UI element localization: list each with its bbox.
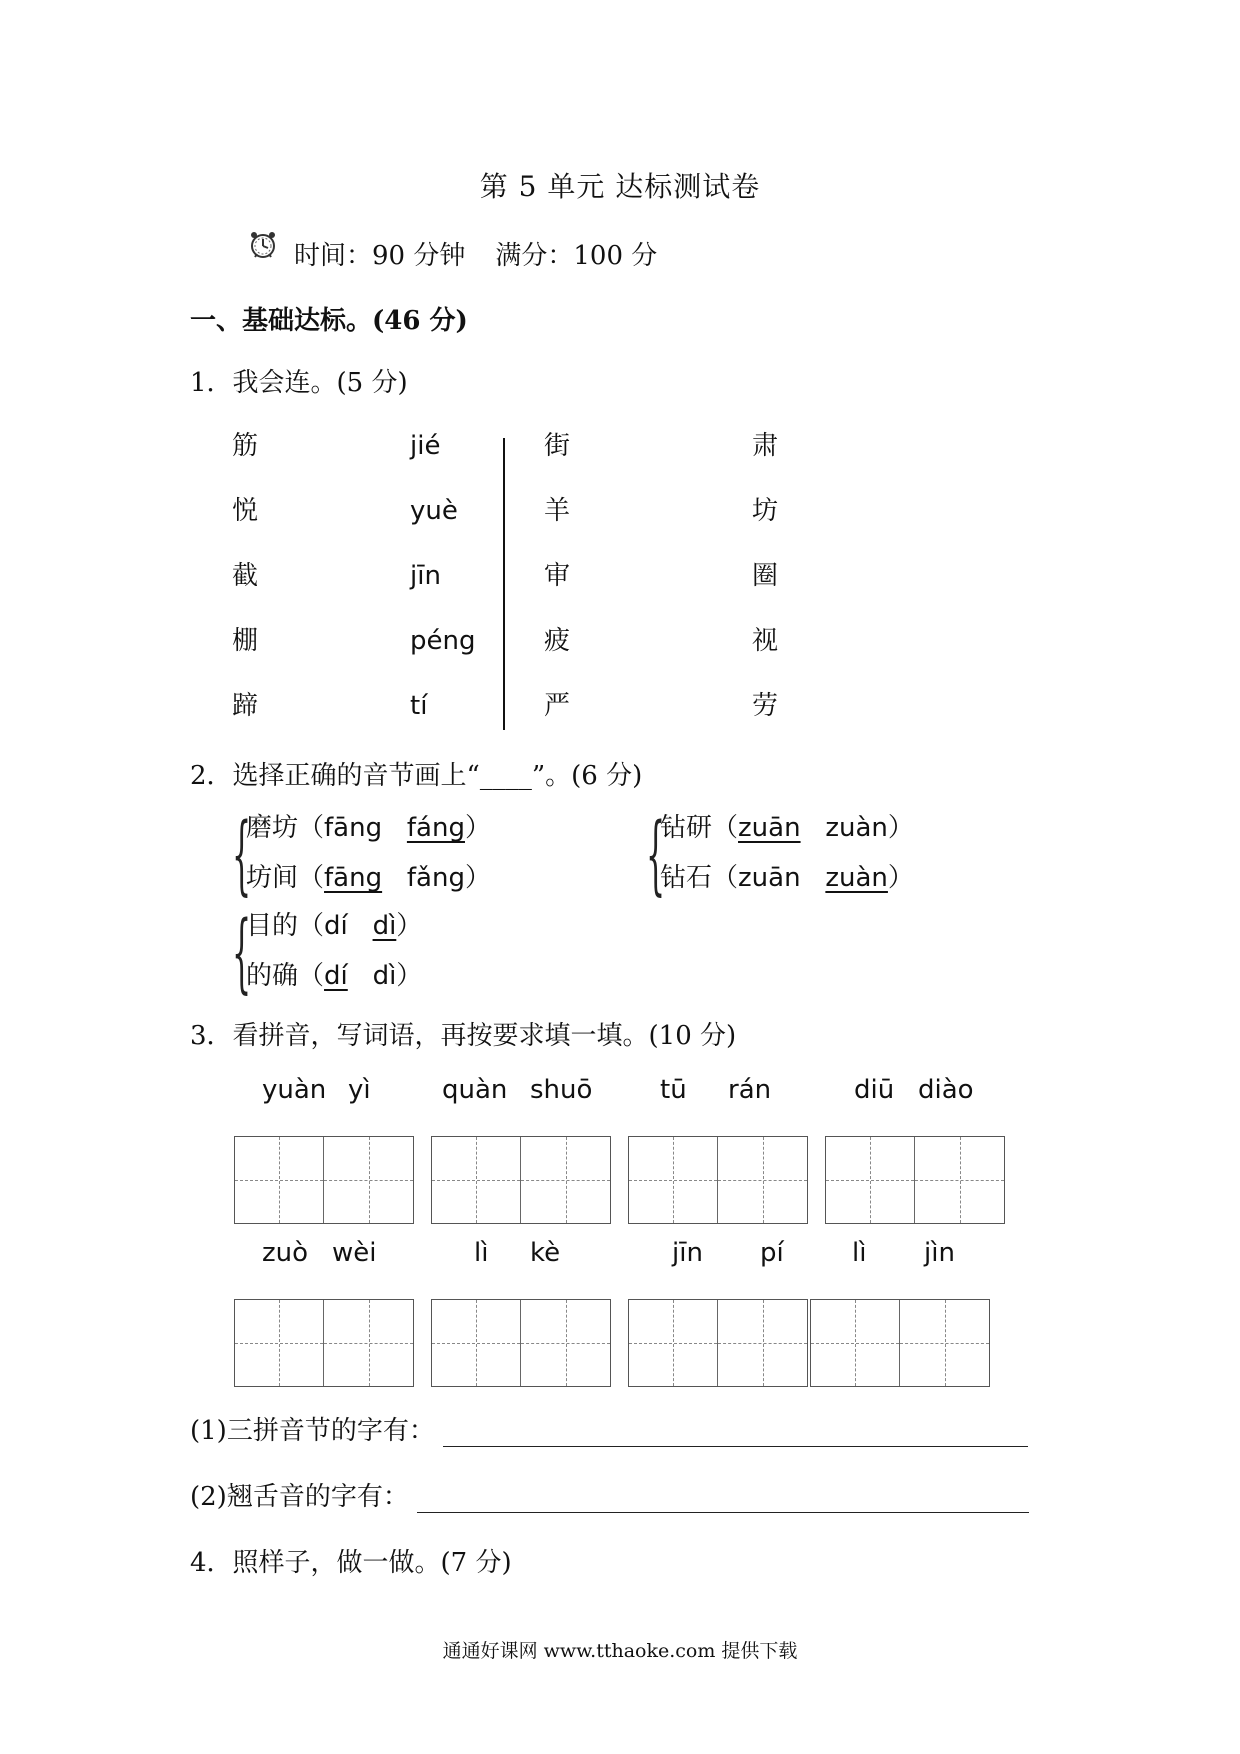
writing-cell[interactable] [811, 1300, 900, 1386]
writing-grid[interactable] [234, 1299, 414, 1387]
match-item: 筋 [232, 431, 259, 461]
match-item: 羊 [544, 496, 571, 526]
pinyin-label: pí [760, 1238, 784, 1268]
section-heading: 一、基础达标。(46 分) [190, 306, 468, 336]
match-item: péng [410, 626, 476, 656]
pinyin-option[interactable]: dí [324, 911, 348, 941]
match-item: 视 [752, 626, 779, 656]
pinyin-choice-row: 目的（dí dì） [246, 911, 423, 941]
pinyin-option[interactable]: fāng [324, 863, 383, 893]
pinyin-option[interactable]: dì [372, 911, 397, 941]
match-item: 坊 [752, 496, 779, 526]
match-column-chars-3 [752, 426, 778, 751]
match-item: tí [410, 691, 428, 721]
writing-cell[interactable] [521, 1137, 610, 1223]
match-item: 截 [232, 561, 259, 591]
sub-question-label: (1)三拼音节的字有： [190, 1416, 435, 1446]
writing-cell[interactable] [826, 1137, 915, 1223]
pinyin-option[interactable]: zuàn [825, 813, 888, 843]
pinyin-label: jīn [672, 1238, 703, 1268]
match-item: 劳 [752, 691, 779, 721]
match-column-chars-2 [544, 426, 570, 751]
writing-cell[interactable] [324, 1137, 413, 1223]
writing-cell[interactable] [629, 1137, 718, 1223]
pinyin-choice-group-3 [232, 903, 423, 1006]
match-item: 肃 [752, 431, 779, 461]
question-2-label: 2．选择正确的音节画上“____”。(6 分) [190, 761, 643, 791]
exam-time: 时间：90 分钟 [294, 241, 466, 271]
pinyin-label: diū [854, 1075, 895, 1105]
pinyin-label: lì [474, 1238, 489, 1268]
footer-note: 通通好课网 www.tthaoke.com 提供下载 [442, 1640, 798, 1662]
pinyin-choice-row: 钻研（zuān zuàn） [660, 813, 914, 843]
pinyin-label: shuō [530, 1075, 593, 1105]
word: 钻石 [660, 863, 713, 893]
page-title: 第 5 单元 达标测试卷 [479, 170, 761, 203]
pinyin-choice-row: 钻石（zuān zuàn） [660, 863, 914, 893]
pinyin-label: diào [918, 1075, 974, 1105]
match-item: 街 [544, 431, 571, 461]
pinyin-option[interactable]: fǎng [406, 863, 465, 893]
writing-cell[interactable] [235, 1137, 324, 1223]
writing-cell[interactable] [915, 1137, 1004, 1223]
writing-cell[interactable] [324, 1300, 413, 1386]
answer-line[interactable] [443, 1424, 1028, 1447]
pinyin-label: jìn [924, 1238, 955, 1268]
match-item: 审 [544, 561, 571, 591]
question-4-label: 4．照样子，做一做。(7 分) [190, 1548, 512, 1578]
match-item: 蹄 [232, 691, 259, 721]
match-item: 严 [544, 691, 571, 721]
writing-cell[interactable] [235, 1300, 324, 1386]
writing-grid[interactable] [431, 1299, 611, 1387]
pinyin-option[interactable]: dì [372, 961, 397, 991]
pinyin-label: quàn [442, 1075, 508, 1105]
sub-question-2 [190, 1476, 1029, 1513]
writing-cell[interactable] [629, 1300, 718, 1386]
match-item: jié [410, 431, 441, 461]
writing-cell[interactable] [718, 1300, 807, 1386]
word: 的确 [246, 961, 299, 991]
match-item: 悦 [232, 496, 259, 526]
sub-question-1 [190, 1410, 1028, 1447]
writing-cell[interactable] [432, 1300, 521, 1386]
sub-question-label: (2)翘舌音的字有： [190, 1482, 409, 1512]
divider-line [503, 438, 505, 730]
alarm-clock-icon [246, 230, 280, 260]
question-3-label: 3．看拼音，写词语，再按要求填一填。(10 分) [190, 1021, 737, 1051]
match-item: yuè [410, 496, 458, 526]
pinyin-label: lì [852, 1238, 867, 1268]
writing-cell[interactable] [900, 1300, 989, 1386]
match-column-chars-1 [232, 426, 258, 751]
pinyin-option[interactable]: dí [324, 961, 348, 991]
match-item: jīn [410, 561, 441, 591]
brace: { [232, 903, 252, 1003]
question-1-label: 1．我会连。(5 分) [190, 368, 408, 398]
word: 磨坊 [246, 813, 299, 843]
word: 钻研 [660, 813, 713, 843]
exam-meta [246, 235, 657, 272]
writing-grid[interactable] [810, 1299, 990, 1387]
pinyin-choice-row: 的确（dí dì） [246, 961, 423, 991]
writing-cell[interactable] [432, 1137, 521, 1223]
pinyin-option[interactable]: zuàn [825, 863, 888, 893]
brace: { [232, 805, 252, 905]
word: 目的 [246, 911, 299, 941]
writing-grid[interactable] [431, 1136, 611, 1224]
writing-grid[interactable] [825, 1136, 1005, 1224]
pinyin-option[interactable]: fáng [406, 813, 465, 843]
pinyin-option[interactable]: zuān [738, 863, 801, 893]
pinyin-label: yuàn [262, 1075, 327, 1105]
pinyin-label: rán [728, 1075, 772, 1105]
writing-grid[interactable] [234, 1136, 414, 1224]
match-item: 疲 [544, 626, 571, 656]
pinyin-label: wèi [332, 1238, 377, 1268]
pinyin-option[interactable]: zuān [738, 813, 801, 843]
writing-grid[interactable] [628, 1299, 808, 1387]
pinyin-option[interactable]: fāng [324, 813, 383, 843]
answer-line[interactable] [417, 1490, 1029, 1513]
match-column-pinyin [410, 426, 475, 751]
pinyin-choice-row: 磨坊（fāng fáng） [246, 813, 491, 843]
pinyin-label: yì [348, 1075, 371, 1105]
pinyin-label: kè [530, 1238, 561, 1268]
writing-cell[interactable] [718, 1137, 807, 1223]
match-item: 棚 [232, 626, 259, 656]
writing-grid[interactable] [628, 1136, 808, 1224]
writing-cell[interactable] [521, 1300, 610, 1386]
pinyin-choice-row: 坊间（fāng fǎng） [246, 863, 491, 893]
pinyin-label: zuò [262, 1238, 309, 1268]
pinyin-choice-group-2 [646, 805, 914, 908]
match-item: 圈 [752, 561, 779, 591]
exam-score: 满分：100 分 [495, 241, 658, 271]
brace: { [646, 805, 666, 905]
pinyin-label: tū [660, 1075, 687, 1105]
word: 坊间 [246, 863, 299, 893]
pinyin-choice-group-1 [232, 805, 491, 908]
